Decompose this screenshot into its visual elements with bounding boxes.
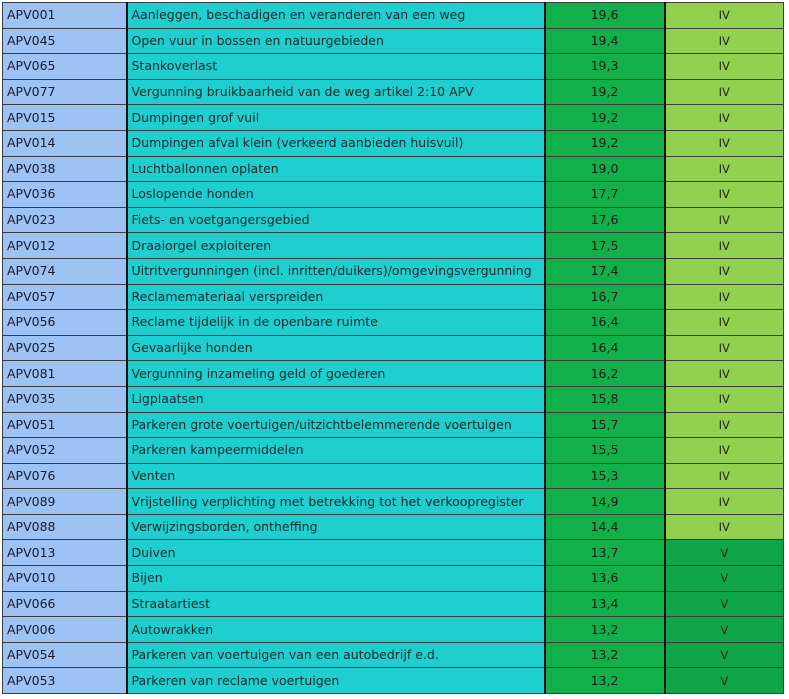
row-code: APV006 [3,617,127,643]
row-score: 16,7 [545,284,665,310]
row-score: 13,2 [545,617,665,643]
table-row [3,463,784,489]
row-score: 15,8 [545,386,665,412]
row-class: IV [665,438,784,464]
table-row [3,335,784,361]
row-score: 19,2 [545,79,665,105]
row-description: Ligplaatsen [127,386,545,412]
row-code: APV056 [3,310,127,336]
row-code: APV081 [3,361,127,387]
row-class: V [665,591,784,617]
row-score: 14,9 [545,489,665,515]
table-row [3,182,784,208]
row-score: 17,6 [545,207,665,233]
row-description: Aanleggen, beschadigen en veranderen van een weg [127,3,545,29]
row-score: 19,0 [545,156,665,182]
row-code: APV013 [3,540,127,566]
table-row [3,489,784,515]
row-score: 13,2 [545,668,665,694]
table-row [3,642,784,668]
row-class: IV [665,463,784,489]
row-code: APV038 [3,156,127,182]
row-code: APV035 [3,386,127,412]
table-row [3,412,784,438]
table-row [3,54,784,80]
row-score: 17,4 [545,258,665,284]
row-code: APV036 [3,182,127,208]
row-code: APV001 [3,3,127,29]
row-score: 13,4 [545,591,665,617]
row-score: 16,4 [545,335,665,361]
table-row [3,258,784,284]
apv-priority-table [2,2,784,694]
row-class: IV [665,412,784,438]
row-class: IV [665,3,784,29]
row-class: IV [665,284,784,310]
row-code: APV074 [3,258,127,284]
row-description: Loslopende honden [127,182,545,208]
row-description: Dumpingen afval klein (verkeerd aanbieden huisvuil) [127,130,545,156]
row-description: Straatartiest [127,591,545,617]
row-class: IV [665,54,784,80]
row-class: IV [665,28,784,54]
row-code: APV065 [3,54,127,80]
row-class: IV [665,386,784,412]
row-class: IV [665,130,784,156]
table-row [3,514,784,540]
row-code: APV052 [3,438,127,464]
row-description: Venten [127,463,545,489]
row-class: V [665,668,784,694]
row-code: APV089 [3,489,127,515]
row-code: APV025 [3,335,127,361]
table-row [3,28,784,54]
row-class: IV [665,182,784,208]
row-description: Vrijstelling verplichting met betrekking tot het verkoopregister [127,489,545,515]
row-class: IV [665,79,784,105]
table-row [3,284,784,310]
table-row [3,386,784,412]
row-code: APV077 [3,79,127,105]
row-description: Open vuur in bossen en natuurgebieden [127,28,545,54]
row-description: Uitritvergunningen (incl. inritten/duikers)/omgevingsvergunning [127,258,545,284]
row-description: Draaiorgel exploiteren [127,233,545,259]
row-score: 15,3 [545,463,665,489]
table-row [3,540,784,566]
row-code: APV015 [3,105,127,131]
row-score: 13,6 [545,566,665,592]
table-row [3,207,784,233]
table-row [3,79,784,105]
row-class: IV [665,105,784,131]
table-row [3,233,784,259]
table-body [3,3,784,694]
row-code: APV053 [3,668,127,694]
row-score: 19,2 [545,130,665,156]
row-description: Duiven [127,540,545,566]
row-score: 17,7 [545,182,665,208]
row-description: Vergunning inzameling geld of goederen [127,361,545,387]
row-code: APV066 [3,591,127,617]
row-code: APV088 [3,514,127,540]
row-description: Parkeren van reclame voertuigen [127,668,545,694]
row-description: Parkeren kampeermiddelen [127,438,545,464]
table-row [3,3,784,29]
row-class: V [665,642,784,668]
row-description: Fiets- en voetgangersgebied [127,207,545,233]
row-description: Parkeren grote voertuigen/uitzichtbelemmerende voertuigen [127,412,545,438]
row-code: APV051 [3,412,127,438]
row-code: APV010 [3,566,127,592]
row-class: IV [665,514,784,540]
table-row [3,617,784,643]
row-class: IV [665,489,784,515]
row-description: Parkeren van voertuigen van een autobedrijf e.d. [127,642,545,668]
row-class: IV [665,207,784,233]
row-class: V [665,566,784,592]
row-description: Vergunning bruikbaarheid van de weg artikel 2:10 APV [127,79,545,105]
row-score: 19,2 [545,105,665,131]
row-class: IV [665,258,784,284]
row-code: APV057 [3,284,127,310]
table-row [3,156,784,182]
row-score: 19,6 [545,3,665,29]
table-row [3,105,784,131]
row-description: Luchtballonnen oplaten [127,156,545,182]
row-description: Gevaarlijke honden [127,335,545,361]
table-row [3,591,784,617]
row-class: V [665,617,784,643]
row-class: IV [665,335,784,361]
row-score: 13,7 [545,540,665,566]
table-row [3,310,784,336]
row-code: APV076 [3,463,127,489]
row-score: 16,4 [545,310,665,336]
row-score: 13,2 [545,642,665,668]
row-code: APV014 [3,130,127,156]
row-score: 14,4 [545,514,665,540]
table-row [3,130,784,156]
table-row [3,668,784,694]
table-row [3,438,784,464]
row-code: APV054 [3,642,127,668]
row-score: 19,4 [545,28,665,54]
table-row [3,566,784,592]
row-description: Bijen [127,566,545,592]
row-class: IV [665,156,784,182]
row-score: 16,2 [545,361,665,387]
row-description: Reclamemateriaal verspreiden [127,284,545,310]
row-description: Reclame tijdelijk in de openbare ruimte [127,310,545,336]
row-score: 19,3 [545,54,665,80]
row-code: APV045 [3,28,127,54]
row-code: APV023 [3,207,127,233]
row-description: Autowrakken [127,617,545,643]
row-class: V [665,540,784,566]
row-score: 17,5 [545,233,665,259]
row-code: APV012 [3,233,127,259]
row-class: IV [665,361,784,387]
row-score: 15,7 [545,412,665,438]
table-row [3,361,784,387]
row-description: Dumpingen grof vuil [127,105,545,131]
row-score: 15,5 [545,438,665,464]
row-class: IV [665,310,784,336]
row-description: Stankoverlast [127,54,545,80]
row-class: IV [665,233,784,259]
row-description: Verwijzingsborden, ontheffing [127,514,545,540]
